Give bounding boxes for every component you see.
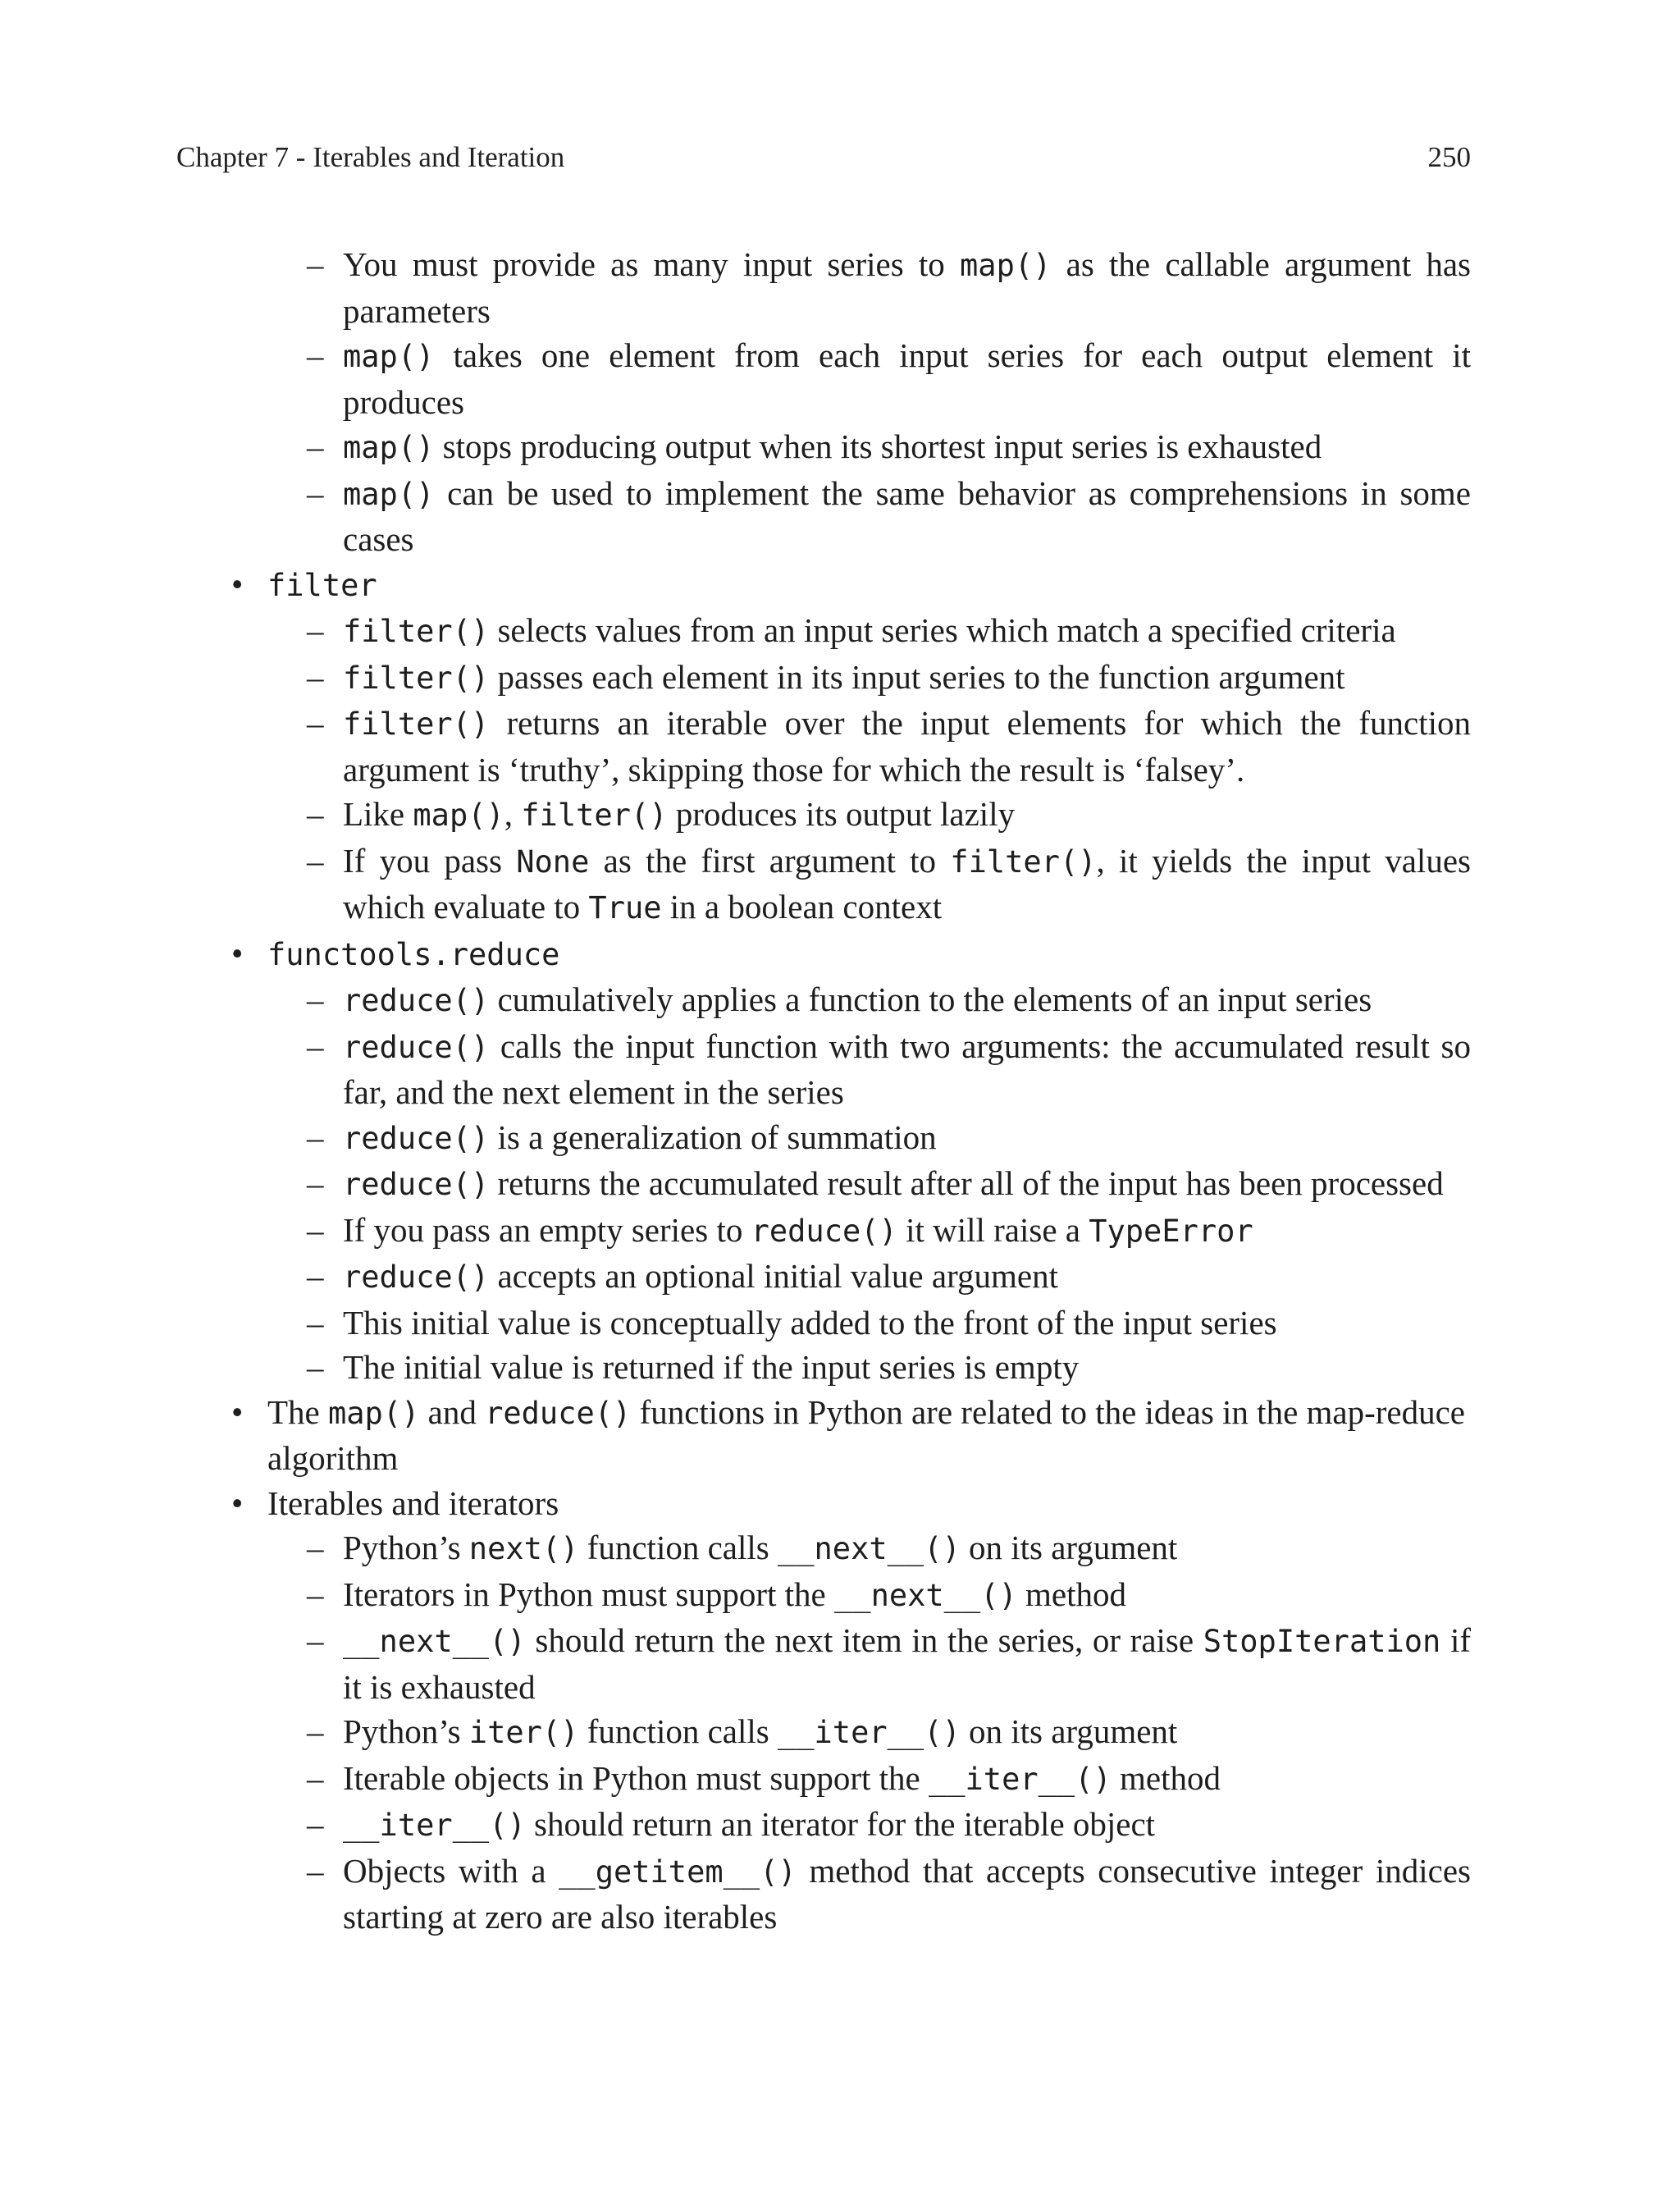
inline-code: __iter__() — [777, 1715, 961, 1750]
reduce-sublist — [221, 977, 1471, 1390]
inline-code: filter() — [343, 660, 490, 696]
list-item: – Objects with a __getitem__() method that accepts consecutive integer indices starting at zero are also iterables — [221, 1849, 1471, 1940]
bullet-iterables — [221, 1481, 1471, 1940]
inline-code: map() — [960, 248, 1052, 283]
summary-list — [221, 242, 1471, 1940]
list-item: – Iterable objects in Python must support the __iter__() method — [221, 1756, 1471, 1803]
inline-code: map() — [413, 798, 504, 833]
list-item: – filter() selects values from an input series which match a specified criteria — [221, 608, 1471, 655]
iterables-sublist — [221, 1525, 1471, 1940]
inline-code: reduce() — [343, 983, 490, 1018]
inline-code: None — [516, 843, 590, 880]
iterables-heading: Iterables and iterators — [267, 1483, 559, 1522]
list-item: – The initial value is returned if the input series is empty — [221, 1345, 1471, 1390]
inline-code: map() — [343, 339, 435, 374]
inline-code: map() — [328, 1395, 420, 1431]
list-item: – Python’s next() function calls __next__() on its argument — [221, 1525, 1471, 1572]
page-number: 250 — [1427, 141, 1471, 173]
list-item: – If you pass None as the first argument to filter(), it yields the input values which evaluate to True in a boolean context — [221, 839, 1471, 931]
inline-code: True — [588, 890, 662, 926]
list-item: – map() takes one element from each input series for each output element it produces — [221, 333, 1471, 424]
inline-code: iter() — [468, 1715, 579, 1750]
inline-code: __iter__() — [343, 1808, 526, 1843]
inline-code: __next__() — [343, 1624, 526, 1659]
list-item: – Python’s iter() function calls __iter__() on its argument — [221, 1709, 1471, 1756]
list-item: – reduce() is a generalization of summation — [221, 1115, 1471, 1162]
list-item: – This initial value is conceptually added to the front of the input series — [221, 1300, 1471, 1346]
inline-code: reduce() — [751, 1213, 897, 1249]
filter-heading: filter — [267, 567, 377, 603]
inline-code: reduce() — [343, 1120, 490, 1156]
chapter-title: Chapter 7 - Iterables and Iteration — [176, 141, 565, 173]
inline-code: filter() — [343, 614, 490, 649]
inline-code: reduce() — [343, 1259, 490, 1295]
inline-code: __iter__() — [928, 1761, 1112, 1797]
filter-sublist — [221, 608, 1471, 931]
inline-code: filter() — [343, 706, 490, 742]
inline-code: reduce() — [343, 1167, 490, 1202]
list-item: – You must provide as many input series to map() as the callable argument has parameters — [221, 242, 1471, 333]
list-item: – If you pass an empty series to reduce() it will raise a TypeError — [221, 1208, 1471, 1255]
map-sublist — [221, 242, 1471, 562]
list-item: – filter() passes each element in its input series to the function argument — [221, 655, 1471, 702]
bullet-filter — [221, 562, 1471, 931]
inline-code: map() — [343, 476, 435, 512]
list-item: – filter() returns an iterable over the input elements for which the function argument is ‘truthy’, skipping those for which the result is ‘falsey’. — [221, 701, 1471, 792]
inline-code: StopIteration — [1203, 1624, 1441, 1659]
inline-code: filter() — [950, 843, 1097, 880]
inline-code: __getitem__() — [559, 1854, 797, 1890]
inline-code: __next__() — [834, 1577, 1017, 1613]
list-item: – reduce() calls the input function with two arguments: the accumulated result so far, and the next element in the series — [221, 1024, 1471, 1115]
list-item: – map() can be used to implement the same behavior as comprehensions in some cases — [221, 471, 1471, 562]
inline-code: TypeError — [1089, 1213, 1253, 1249]
list-item: – Iterators in Python must support the __next__() method — [221, 1572, 1471, 1619]
inline-code: __next__() — [777, 1531, 961, 1566]
bullet-mapreduce: • The map() and reduce() functions in Python are related to the ideas in the map-reduce algorithm — [221, 1390, 1471, 1481]
reduce-heading: functools.reduce — [267, 936, 560, 972]
list-item: – Like map(), filter() produces its output lazily — [221, 792, 1471, 839]
inline-code: reduce() — [485, 1395, 632, 1431]
list-item: – reduce() accepts an optional initial value argument — [221, 1254, 1471, 1300]
list-item: – reduce() cumulatively applies a function to the elements of an input series — [221, 977, 1471, 1024]
list-item: – __next__() should return the next item in the series, or raise StopIteration if it is exhausted — [221, 1618, 1471, 1709]
list-item: – map() stops producing output when its shortest input series is exhausted — [221, 424, 1471, 471]
inline-code: filter() — [521, 798, 668, 833]
inline-code: map() — [343, 430, 435, 465]
list-item: – reduce() returns the accumulated result after all of the input has been processed — [221, 1161, 1471, 1208]
running-header — [176, 141, 1471, 174]
list-item: – __iter__() should return an iterator for the iterable object — [221, 1802, 1471, 1849]
main-bullet-list — [221, 562, 1471, 1940]
bullet-reduce — [221, 931, 1471, 1390]
inline-code: reduce() — [343, 1029, 490, 1065]
inline-code: next() — [468, 1531, 579, 1566]
